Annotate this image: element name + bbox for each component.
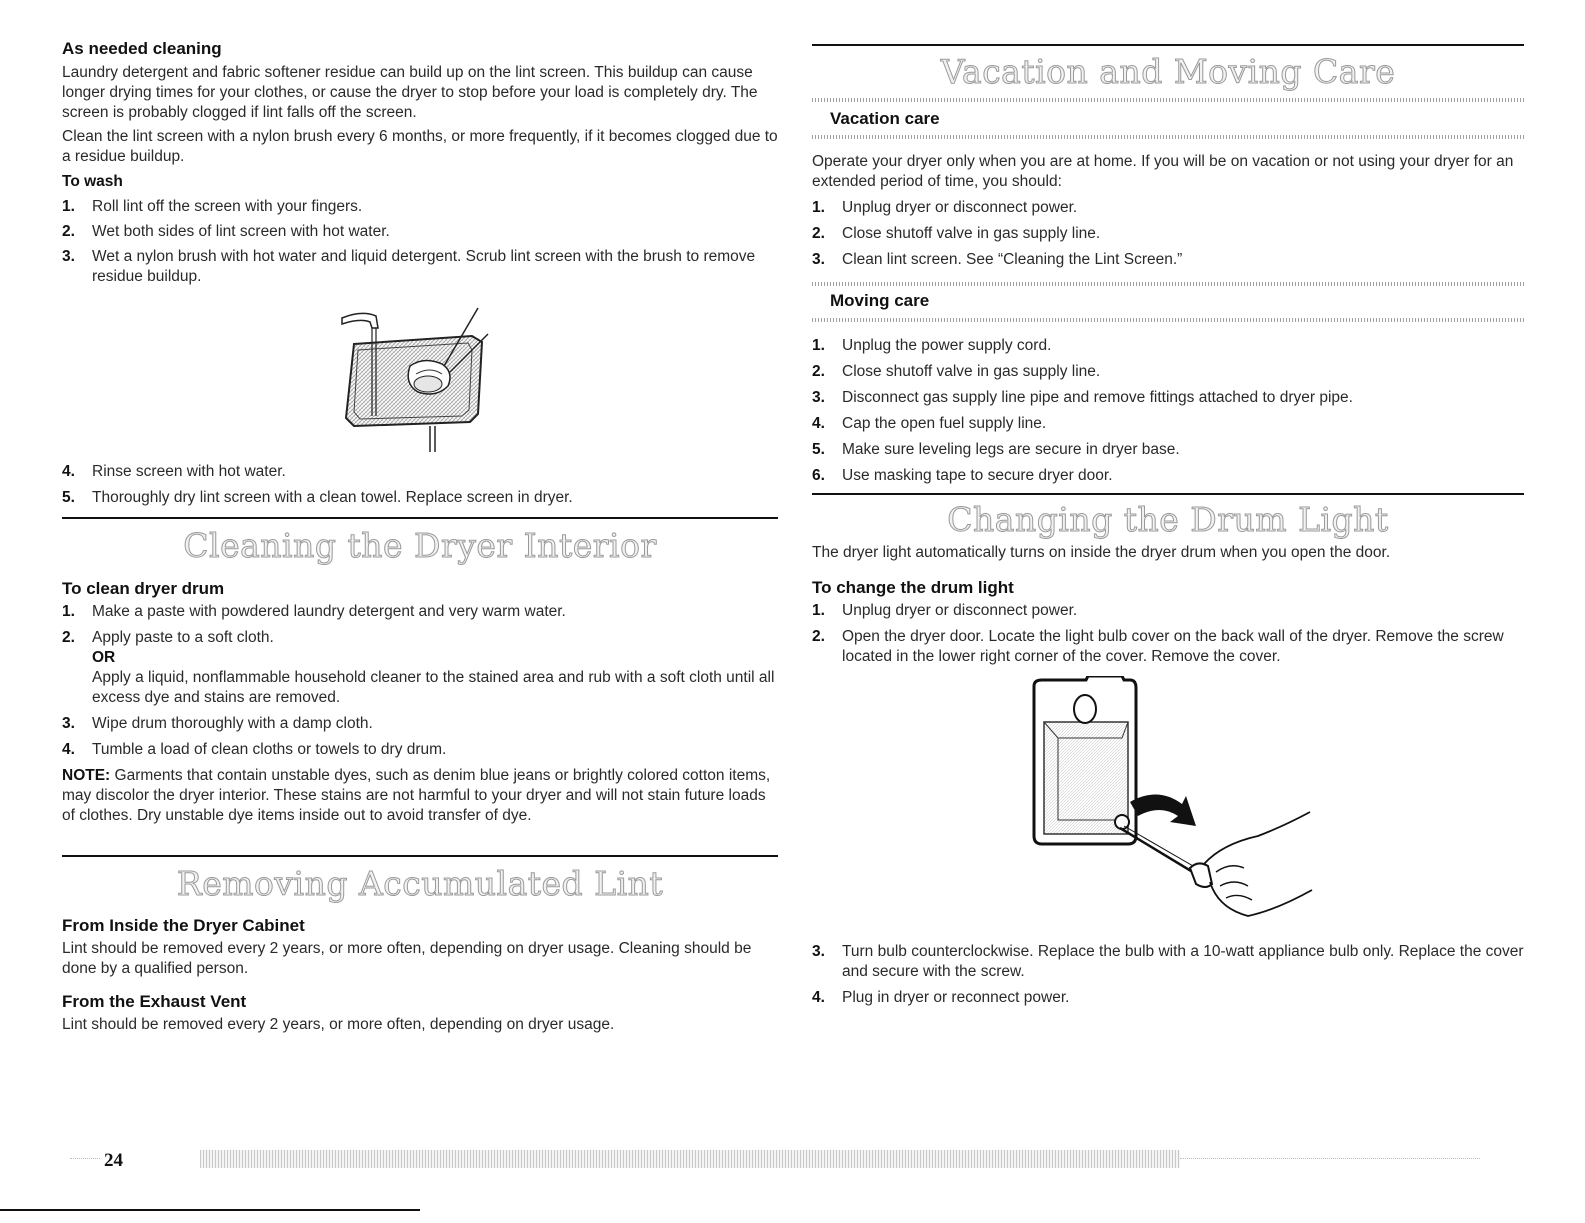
- moving-heading-bar: [812, 290, 1524, 312]
- as-needed-section: [62, 38, 778, 287]
- light-step: [812, 627, 1524, 667]
- step-text: Plug in dryer or reconnect power.: [842, 989, 1070, 1006]
- step-text: Use masking tape to secure dryer door.: [842, 467, 1113, 484]
- interior-banner: Cleaning the Dryer Interior: [183, 526, 657, 565]
- or-label: OR: [92, 649, 116, 666]
- moving-step: [812, 336, 1524, 356]
- step-number: 2.: [812, 225, 825, 242]
- step-number: 4.: [812, 415, 825, 432]
- drum-light-intro: The dryer light automatically turns on inside the dryer drum when you open the door.: [812, 544, 1391, 561]
- step-text: Close shutoff valve in gas supply line.: [842, 363, 1101, 380]
- moving-step: [812, 414, 1524, 434]
- step-number: 6.: [812, 467, 825, 484]
- moving-step: [812, 388, 1524, 408]
- step-number: 1.: [62, 198, 75, 215]
- dotted-divider: [812, 282, 1524, 286]
- step-number: 1.: [62, 603, 75, 620]
- as-needed-para1: Laundry detergent and fabric softener residue can build up on the lint screen. This buildup can cause longer drying times for your clothes, or cause the dryer to stop before your load is completely dry. The screen is probably clogged if lint falls off the screen.: [62, 64, 758, 121]
- drum-step: [62, 714, 778, 734]
- clean-drum-heading: To clean dryer drum: [62, 579, 225, 598]
- step-number: 1.: [812, 199, 825, 216]
- dotted-divider: [812, 135, 1524, 139]
- step-text: Turn bulb counterclockwise. Replace the bulb with a 10-watt appliance bulb only. Replace the cover and secure with the screw.: [842, 943, 1524, 980]
- vacation-heading-bar: [812, 108, 1524, 130]
- section-divider: [62, 855, 778, 857]
- step-number: 5.: [62, 489, 75, 506]
- step-text: Thoroughly dry lint screen with a clean towel. Replace screen in dryer.: [92, 489, 573, 506]
- cabinet-heading: From Inside the Dryer Cabinet: [62, 916, 305, 935]
- vacation-step: [812, 250, 1524, 270]
- drum-light-steps-continued: [812, 942, 1524, 1008]
- step-number: 1.: [812, 602, 825, 619]
- dotted-divider: [812, 318, 1524, 322]
- page-number: 24: [104, 1150, 123, 1171]
- interior-section: [62, 578, 778, 826]
- step-number: 1.: [812, 337, 825, 354]
- vacation-intro: Operate your dryer only when you are at home. If you will be on vacation or not using your dryer for an extended period of time, you should:: [812, 153, 1514, 190]
- step-number: 3.: [812, 251, 825, 268]
- lint-screen-illustration: [332, 306, 502, 454]
- step-text: Unplug dryer or disconnect power.: [842, 602, 1078, 619]
- step-text: Open the dryer door. Locate the light bulb cover on the back wall of the dryer. Remove the screw located in the lower right corner of the cover. Remove the cover.: [842, 628, 1504, 665]
- step-number: 3.: [812, 389, 825, 406]
- wash-step: [62, 197, 778, 217]
- step-number: 2.: [62, 223, 75, 240]
- step-text: Wet both sides of lint screen with hot water.: [92, 223, 390, 240]
- vent-text: Lint should be removed every 2 years, or more often, depending on dryer usage.: [62, 1016, 615, 1033]
- step-text: Tumble a load of clean cloths or towels to dry drum.: [92, 741, 447, 758]
- light-step: [812, 601, 1524, 621]
- change-light-heading: To change the drum light: [812, 578, 1014, 597]
- moving-step: [812, 466, 1524, 486]
- vacation-banner: Vacation and Moving Care: [940, 52, 1396, 91]
- step-text: Roll lint off the screen with your fingers.: [92, 198, 363, 215]
- lint-banner: Removing Accumulated Lint: [176, 864, 664, 903]
- step-number: 2.: [62, 629, 75, 646]
- step-number: 3.: [62, 715, 75, 732]
- wash-step: [62, 247, 778, 287]
- note-text: Garments that contain unstable dyes, such as denim blue jeans or brightly colored cotton items, may discolor the dryer interior. These stains are not harmful to your dryer and will not stain future loads of clothes. Dry unstable dye items inside out to avoid transfer of dye.: [62, 767, 771, 824]
- drum-step: [62, 602, 778, 622]
- drum-step: [62, 740, 778, 760]
- step-text: Make a paste with powdered laundry detergent and very warm water.: [92, 603, 566, 620]
- light-step: [812, 942, 1524, 982]
- footer-dotted-line: [1180, 1158, 1480, 1159]
- drum-light-banner: Changing the Drum Light: [947, 500, 1389, 539]
- drum-light-cover-illustration: [1022, 676, 1322, 926]
- section-divider: [62, 517, 778, 519]
- wash-steps-continued: [62, 462, 778, 508]
- step-text: Make sure leveling legs are secure in dryer base.: [842, 441, 1180, 458]
- moving-section: [812, 336, 1524, 486]
- section-divider: [812, 493, 1524, 495]
- note-label: NOTE:: [62, 767, 111, 784]
- as-needed-heading: As needed cleaning: [62, 39, 222, 58]
- as-needed-para2: Clean the lint screen with a nylon brush every 6 months, or more frequently, if it becomes clogged due to a residue buildup.: [62, 128, 778, 165]
- moving-step: [812, 362, 1524, 382]
- light-step: [812, 988, 1524, 1008]
- step-text: Rinse screen with hot water.: [92, 463, 286, 480]
- footer-dotted-line: [70, 1158, 100, 1159]
- step-text: Unplug the power supply cord.: [842, 337, 1052, 354]
- step-number: 4.: [62, 463, 75, 480]
- vacation-heading: Vacation care: [830, 109, 940, 128]
- vacation-section: [812, 152, 1524, 270]
- step-number: 5.: [812, 441, 825, 458]
- moving-step: [812, 440, 1524, 460]
- step-text: Clean lint screen. See “Cleaning the Lint Screen.”: [842, 251, 1183, 268]
- lint-section: [62, 915, 778, 1035]
- or-alternative-text: Apply a liquid, nonflammable household cleaner to the stained area and rub with a soft cloth until all excess dye and stains are removed.: [92, 669, 775, 706]
- step-text: Wet a nylon brush with hot water and liquid detergent. Scrub lint screen with the brush to remove residue buildup.: [92, 248, 756, 285]
- footer-pattern-band: [200, 1150, 1180, 1168]
- step-text: [92, 628, 778, 708]
- vent-heading: From the Exhaust Vent: [62, 992, 247, 1011]
- step-number: 3.: [812, 943, 825, 960]
- step-text: Cap the open fuel supply line.: [842, 415, 1047, 432]
- step-number: 3.: [62, 248, 75, 265]
- step-number: 2.: [812, 628, 825, 645]
- vacation-step: [812, 224, 1524, 244]
- section-divider: [812, 44, 1524, 46]
- drum-light-section: [812, 543, 1524, 667]
- dotted-divider: [812, 98, 1524, 102]
- step-number: 2.: [812, 363, 825, 380]
- step-number: 4.: [62, 741, 75, 758]
- wash-step: [62, 462, 778, 482]
- step-text: Disconnect gas supply line pipe and remove fittings attached to dryer pipe.: [842, 389, 1353, 406]
- wash-step: [62, 488, 778, 508]
- dye-note: [62, 766, 778, 826]
- cabinet-text: Lint should be removed every 2 years, or more often, depending on dryer usage. Cleaning should be done by a qualified person.: [62, 940, 752, 977]
- step-number: 4.: [812, 989, 825, 1006]
- moving-heading: Moving care: [830, 291, 930, 310]
- bottom-edge-rule: [0, 1209, 420, 1211]
- step-text: Close shutoff valve in gas supply line.: [842, 225, 1101, 242]
- step-text: Wipe drum thoroughly with a damp cloth.: [92, 715, 373, 732]
- step-text-main: Apply paste to a soft cloth.: [92, 629, 274, 646]
- to-wash-heading: To wash: [62, 173, 123, 190]
- vacation-step: [812, 198, 1524, 218]
- wash-step: [62, 222, 778, 242]
- step-text: Unplug dryer or disconnect power.: [842, 199, 1078, 216]
- drum-step: [62, 628, 778, 708]
